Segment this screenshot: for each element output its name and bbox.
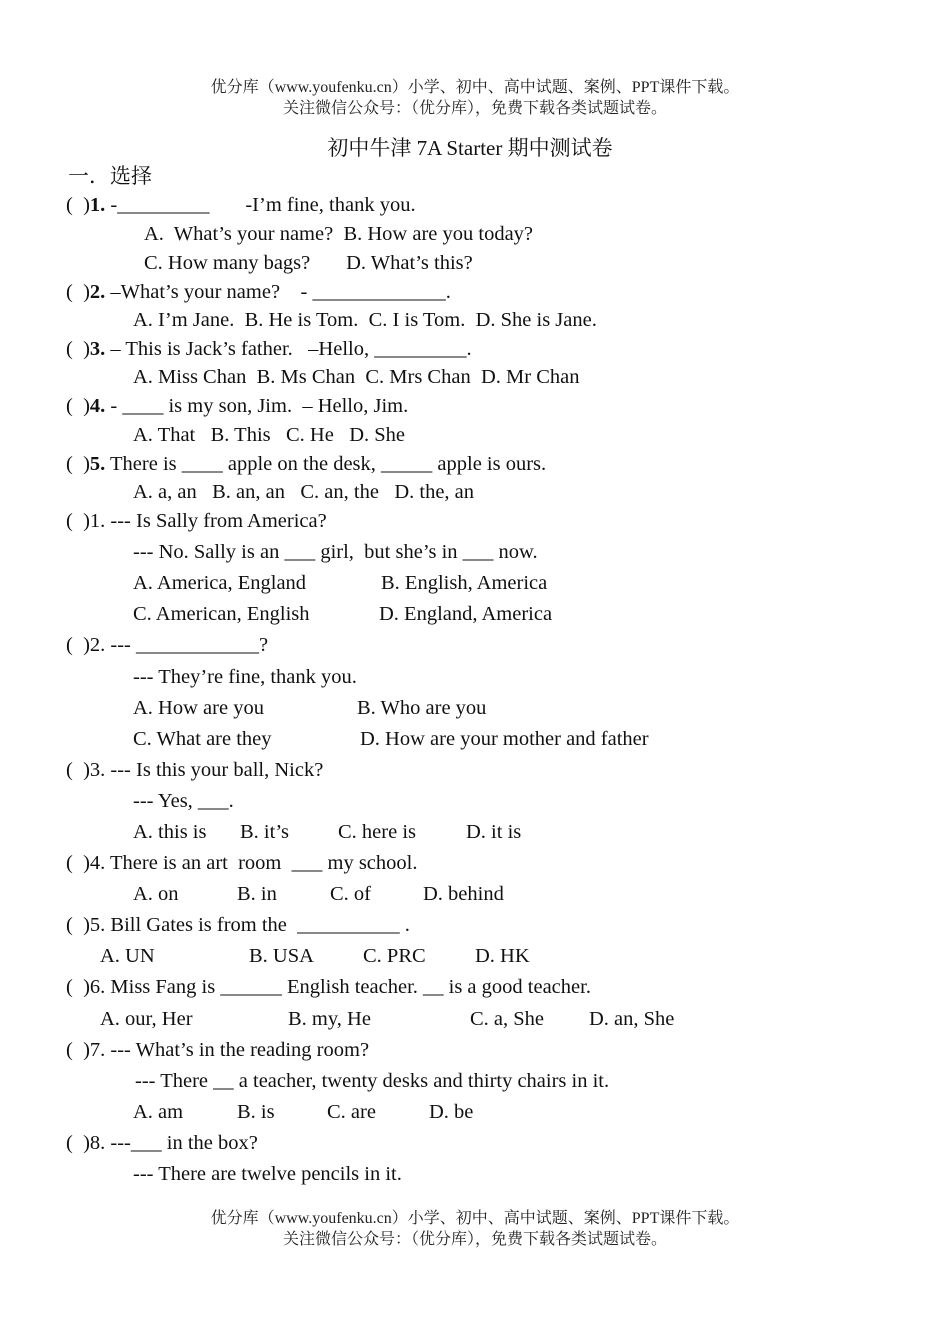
option-b: B. USA [249, 945, 314, 967]
question-5 [66, 451, 546, 477]
answer-paren: ( ) [66, 634, 90, 656]
answer-paren: ( ) [66, 510, 90, 532]
answer-paren: ( ) [66, 194, 90, 216]
question-number: 4. [89, 395, 106, 417]
question-1-options-row-2: C. How many bags? D. What’s this? [144, 252, 473, 274]
option-c: C. here is [338, 821, 416, 843]
option-d: D. England, America [379, 603, 553, 625]
option-a: A. am [133, 1101, 184, 1123]
option-c: C. are [327, 1101, 376, 1123]
question-text: –What’s your name? - _____________. [105, 281, 451, 303]
question-number: 3. [89, 338, 106, 360]
option-c: C. a, She [470, 1008, 545, 1030]
question-text: 3. --- Is this your ball, Nick? [89, 759, 324, 781]
question-text: 8. ---___ in the box? [89, 1132, 258, 1154]
part2-question-8 [66, 1130, 258, 1156]
answer-paren: ( ) [66, 395, 90, 417]
question-text: - ____ is my son, Jim. – Hello, Jim. [105, 395, 409, 417]
option-d: D. an, She [589, 1008, 675, 1030]
question-4 [66, 393, 408, 419]
option-c: C. PRC [363, 945, 426, 967]
option-a: A. our, Her [100, 1008, 193, 1030]
part2-question-2 [66, 632, 268, 658]
option-b: B. is [237, 1101, 275, 1123]
answer-paren: ( ) [66, 453, 90, 475]
part2-question-5 [66, 912, 410, 938]
footer-promo-line-2: 关注微信公众号：（优分库），免费下载各类试题试卷。 [282, 1231, 667, 1248]
option-d: D. it is [466, 821, 522, 843]
option-d: D. HK [475, 945, 530, 967]
option-b: B. Who are you [357, 697, 487, 719]
option-b: B. my, He [288, 1008, 371, 1030]
question-2-options: A. I’m Jane. B. He is Tom. C. I is Tom. D. She is Jane. [133, 309, 597, 331]
part2-question-3-reply: --- Yes, ___. [133, 790, 234, 812]
page-title: 初中牛津 7A Starter 期中测试卷 [327, 136, 613, 160]
question-text: 5. Bill Gates is from the __________ . [89, 914, 410, 936]
answer-paren: ( ) [66, 976, 90, 998]
question-text: 1. --- Is Sally from America? [89, 510, 327, 532]
option-a: A. this is [133, 821, 207, 843]
question-number: 2. [89, 281, 106, 303]
part2-question-1-reply: --- No. Sally is an ___ girl, but she’s in ___ now. [133, 541, 538, 563]
answer-paren: ( ) [66, 1039, 90, 1061]
question-3-options: A. Miss Chan B. Ms Chan C. Mrs Chan D. Mr Chan [133, 366, 580, 388]
header-promo-line-2: 关注微信公众号：（优分库），免费下载各类试题试卷。 [282, 100, 667, 117]
question-2 [66, 279, 451, 305]
answer-paren: ( ) [66, 281, 90, 303]
header-promo-line-1: 优分库（www.youfenku.cn）小学、初中、高中试题、案例、PPT课件下载。 [210, 79, 740, 96]
option-b: B. English, America [381, 572, 548, 594]
footer-promo-line-1: 优分库（www.youfenku.cn）小学、初中、高中试题、案例、PPT课件下载。 [210, 1210, 740, 1227]
option-d: D. behind [423, 883, 504, 905]
part2-question-4 [66, 850, 417, 876]
part2-question-8-reply: --- There are twelve pencils in it. [133, 1163, 402, 1185]
part2-question-1 [66, 508, 327, 534]
answer-paren: ( ) [66, 759, 90, 781]
question-text: – This is Jack’s father. –Hello, _________. [105, 338, 472, 360]
option-a: A. on [133, 883, 179, 905]
question-4-options: A. That B. This C. He D. She [133, 424, 406, 446]
question-3 [66, 336, 472, 362]
option-c: C. What are they [133, 728, 272, 750]
option-c: C. of [330, 883, 371, 905]
answer-paren: ( ) [66, 852, 90, 874]
question-text: 7. --- What’s in the reading room? [89, 1039, 370, 1061]
option-c: C. American, English [133, 603, 310, 625]
answer-paren: ( ) [66, 338, 90, 360]
option-a: A. How are you [133, 697, 264, 719]
question-1-options-row-1: A. What’s your name? B. How are you today? [144, 223, 534, 245]
part2-question-6 [66, 974, 591, 1000]
part2-question-2-reply: --- They’re fine, thank you. [133, 666, 357, 688]
question-text: -_________ -I’m fine, thank you. [105, 194, 416, 216]
part2-question-7-reply: --- There __ a teacher, twenty desks and thirty chairs in it. [135, 1070, 610, 1092]
question-text: 2. --- ____________? [89, 634, 269, 656]
answer-paren: ( ) [66, 1132, 90, 1154]
part2-question-7 [66, 1037, 369, 1063]
part2-question-3 [66, 757, 323, 783]
question-text: There is ____ apple on the desk, _____ apple is ours. [105, 453, 547, 475]
option-d: D. How are your mother and father [360, 728, 649, 750]
question-5-options: A. a, an B. an, an C. an, the D. the, an [133, 481, 475, 503]
question-number: 1. [89, 194, 106, 216]
option-a: A. UN [100, 945, 155, 967]
question-1 [66, 192, 416, 218]
question-text: 6. Miss Fang is ______ English teacher. __ is a good teacher. [89, 976, 591, 998]
answer-paren: ( ) [66, 914, 90, 936]
question-text: 4. There is an art room ___ my school. [89, 852, 418, 874]
option-b: B. in [237, 883, 277, 905]
section-heading: 一．选择 [68, 164, 152, 188]
option-d: D. be [429, 1101, 474, 1123]
option-b: B. it’s [240, 821, 289, 843]
question-number: 5. [89, 453, 106, 475]
option-a: A. America, England [133, 572, 307, 594]
